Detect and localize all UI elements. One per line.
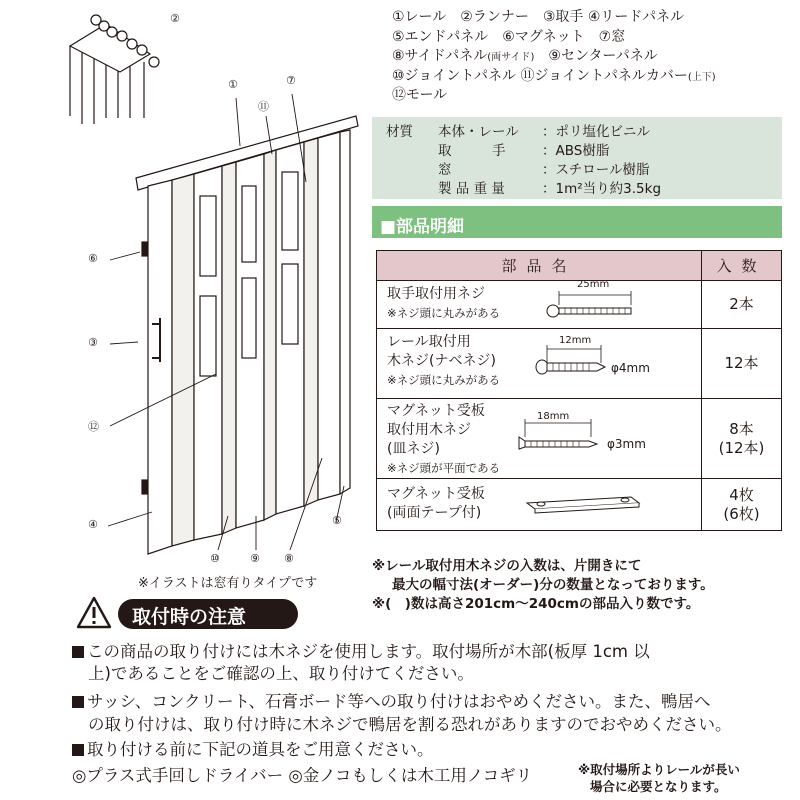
legend-side-panel-note: (両サイド) (487, 52, 535, 63)
header-part-name: 部品名 (377, 251, 702, 281)
material-value: ：ポリ塩化ビニル (542, 124, 650, 140)
parts-section-bar (372, 206, 782, 238)
material-key: 製 品 重 量 (438, 181, 505, 197)
caution-title: 取付時の注意 (132, 606, 247, 628)
table-row (377, 281, 782, 329)
part-name (387, 485, 485, 523)
callout-1: ① (228, 78, 238, 91)
qty-value: 4枚 (729, 485, 754, 504)
warning-icon (76, 596, 112, 630)
caution-paragraph-cont: の取り付けは、取り付け時に木ネジで鴨居を割る恐れがありますのでおやめください。 (88, 715, 732, 734)
material-label: 材質 (386, 124, 413, 140)
part-name-line: 取付用木ネジ (387, 422, 471, 438)
bullet-square-icon (72, 646, 84, 658)
header-quantity: 入数 (702, 251, 782, 281)
caution-heading (118, 599, 298, 629)
callout-9: ⑨ (250, 552, 260, 565)
table-note: 最大の幅寸法(オーダー)分の数量となっております。 (392, 577, 714, 593)
material-value: ：1m²当り約3.5kg (542, 181, 662, 197)
part-name-line: マグネット受板 (387, 486, 485, 502)
part-note: ※ネジ頭が平面である (387, 461, 501, 475)
illustration-caption: ※イラストは窓有りタイプです (138, 576, 318, 591)
parts-table (376, 250, 782, 531)
door-illustration (60, 6, 380, 586)
parts-legend (392, 8, 792, 106)
part-name-line: 木ネジ(ナベネジ) (387, 353, 496, 369)
tools-note: 場合に必要となります。 (590, 779, 727, 794)
material-key: 取 手 (438, 143, 506, 159)
caution-paragraph (72, 688, 711, 712)
screw-length: 12mm (559, 335, 592, 346)
qty-value-tall: (12本) (718, 438, 765, 457)
tools-list: ◎プラス式手回しドライバー ◎金ノコもしくは木工用ノコギリ (72, 766, 533, 785)
table-row (377, 329, 782, 399)
accordion-door-drawing (60, 6, 380, 586)
bullet-square-icon (72, 744, 84, 756)
part-cell (377, 479, 702, 531)
legend-line (392, 47, 792, 67)
qty-value: 2本 (729, 295, 754, 313)
material-key: 窓 (438, 162, 506, 178)
legend-joint-cover-note: (上下) (687, 71, 716, 83)
caution-paragraph (72, 736, 434, 760)
material-box (372, 117, 782, 199)
table-row (377, 479, 782, 531)
caution-text: この商品の取り付けには木ネジを使用します。取付場所が木部(板厚 1cm 以 (87, 642, 650, 661)
part-name (387, 333, 500, 390)
legend-line: ⑫モール (392, 87, 448, 103)
callout-7: ⑦ (286, 74, 296, 87)
qty-value: 12本 (724, 354, 759, 372)
callout-3: ③ (88, 336, 98, 349)
part-note: ※ネジ頭に丸みがある (387, 373, 501, 387)
screw-length: 18mm (537, 411, 570, 422)
parts-section-title: ■部品明細 (380, 217, 465, 237)
material-value: ：ABS樹脂 (542, 143, 610, 159)
legend-line (392, 67, 792, 87)
part-cell (377, 399, 702, 479)
part-name-line: レール取付用 (387, 334, 471, 350)
bullet-square-icon (72, 696, 84, 708)
part-cell (377, 329, 702, 399)
qty-value-tall: (6枚) (723, 504, 760, 523)
material-value: ：スチロール樹脂 (542, 162, 650, 178)
part-name-line: (皿ネジ) (387, 441, 440, 457)
callout-10: ⑩ (210, 552, 220, 565)
part-name-line: (両面テープ付) (387, 505, 482, 521)
qty-cell (702, 399, 782, 479)
part-note: ※ネジ頭に丸みがある (387, 306, 501, 320)
screw-diameter: φ3mm (607, 437, 646, 451)
caution-paragraph-cont: 上)であることをご確認の上、取り付けてください。 (88, 664, 474, 683)
legend-side-panel: ⑧サイドパネル (392, 48, 488, 64)
screw-length: 25mm (577, 279, 610, 290)
callout-8: ⑧ (284, 552, 294, 565)
legend-line: ①レール ②ランナー ③取手 ④リードパネル (392, 9, 685, 25)
legend-center-panel: ⑨センターパネル (534, 48, 658, 64)
callout-6: ⑥ (88, 252, 98, 265)
table-row (377, 399, 782, 479)
qty-cell (702, 281, 782, 329)
screw-drawing (545, 287, 637, 321)
magnet-plate-icon (521, 493, 645, 519)
callout-11: ⑪ (258, 100, 269, 113)
table-note: ※レール取付用木ネジの入数は、片開きにて (372, 558, 642, 574)
part-name (387, 285, 500, 323)
qty-cell (702, 329, 782, 399)
part-name-line: マグネット受板 (387, 403, 485, 419)
caution-paragraph (72, 638, 650, 662)
part-name-line: 取手取付用ネジ (387, 286, 485, 302)
callout-2: ② (170, 12, 180, 25)
legend-joint-panel: ⑩ジョイントパネル ⑪ジョイントパネルカバー (392, 67, 688, 84)
callout-12: ⑫ (88, 420, 99, 433)
qty-value: 8本 (729, 419, 754, 438)
legend-line: ⑤エンドパネル ⑥マグネット ⑦窓 (392, 28, 626, 45)
qty-cell (702, 479, 782, 531)
table-header-row (377, 251, 782, 281)
table-note: ※( )数は高さ201cm～240cmの部品入り数です。 (372, 596, 700, 612)
part-name (387, 402, 500, 478)
screw-diameter: φ4mm (611, 361, 650, 375)
callout-4: ④ (88, 518, 98, 531)
tools-note: ※取付場所よりレールが長い (578, 762, 740, 777)
part-cell (377, 281, 702, 329)
runner-detail-icon (70, 15, 159, 124)
caution-text: サッシ、コンクリート、石膏ボード等への取り付けはおやめください。また、鴨居へ (87, 692, 711, 711)
caution-text: 取り付ける前に下記の道具をご用意ください。 (87, 740, 434, 759)
callout-5: ⑤ (332, 514, 342, 527)
material-key: 本体・レール (438, 124, 519, 140)
